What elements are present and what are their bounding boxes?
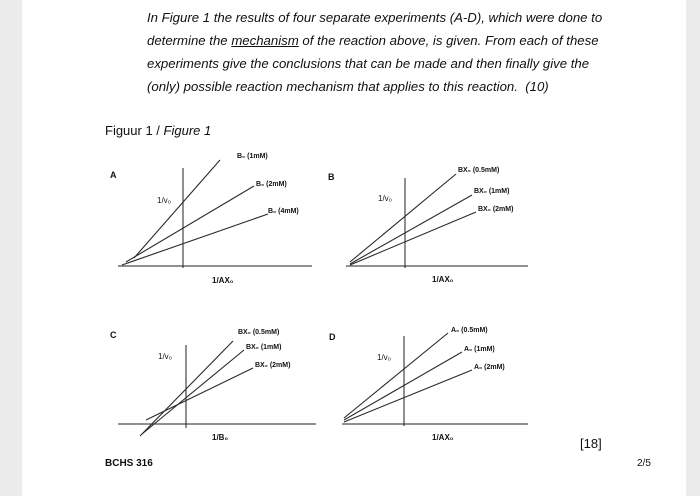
- panel-c-line-2: [142, 350, 244, 434]
- panel-d: [329, 327, 528, 442]
- panel-a-line-label-2: B₀ (2mM): [256, 181, 287, 188]
- panel-a-x-label: 1/AX₀: [212, 276, 234, 285]
- panel-d-label: D: [329, 332, 336, 342]
- figure-label-en: Figure 1: [163, 123, 212, 138]
- page-number: 2/5: [637, 458, 651, 469]
- panel-b-line-2: [350, 195, 472, 264]
- panel-d-line-3: [344, 370, 472, 422]
- panel-d-line-label-2: A₀ (1mM): [464, 346, 495, 353]
- panel-a-line-label-1: B₀ (1mM): [237, 153, 268, 160]
- panel-b-line-3: [350, 212, 476, 265]
- panel-a: [110, 153, 312, 285]
- panel-b-x-label: 1/AX₀: [432, 275, 454, 284]
- panel-d-line-label-3: A₀ (2mM): [474, 364, 505, 371]
- panel-a-line-1: [134, 160, 220, 258]
- panel-a-line-2: [126, 186, 254, 262]
- panel-d-x-label: 1/AX₀: [432, 433, 454, 442]
- panel-c-y-label: 1/v₀: [158, 352, 172, 361]
- panel-b: [328, 167, 528, 284]
- panel-a-line-label-3: B₀ (4mM): [268, 208, 299, 215]
- panel-a-y-label: 1/v₀: [157, 196, 171, 205]
- panel-c-line-label-2: BX₀ (1mM): [246, 344, 282, 351]
- course-code: BCHS 316: [105, 458, 153, 469]
- panel-b-y-label: 1/v₀: [378, 194, 392, 203]
- panel-b-line-1: [350, 174, 456, 262]
- panel-c-line-label-1: BX₀ (0.5mM): [238, 329, 280, 336]
- panel-c-label: C: [110, 330, 117, 340]
- panel-d-line-1: [344, 333, 448, 418]
- panel-d-line-label-1: A₀ (0.5mM): [451, 327, 488, 334]
- question-text-part-2: of the reaction above, is given. From each of these experiments give the conclusions that can be made and then finally give the (only) possible reaction mechanism that applies to this reaction.: [147, 33, 599, 94]
- underlined-term: mechanism: [231, 33, 299, 48]
- panel-c: [110, 329, 316, 442]
- panel-a-label: A: [110, 170, 117, 180]
- panel-b-line-label-2: BX₀ (1mM): [474, 188, 510, 195]
- question-text-part-1: In Figure 1 the results of four separate experiments (A-D), which were done to determine the: [147, 10, 603, 48]
- figure-label-af: Figuur 1 /: [105, 123, 164, 138]
- panel-b-line-label-3: BX₀ (2mM): [478, 206, 514, 213]
- panel-c-x-label: 1/B₀: [212, 433, 229, 442]
- panel-d-line-2: [344, 352, 462, 420]
- panel-d-y-label: 1/v₀: [377, 353, 391, 362]
- question-marks: (10): [525, 79, 549, 94]
- panel-b-label: B: [328, 172, 335, 182]
- total-marks: [18]: [580, 436, 602, 451]
- panel-b-line-label-1: BX₀ (0.5mM): [458, 167, 500, 174]
- panel-c-line-label-3: BX₀ (2mM): [255, 362, 291, 369]
